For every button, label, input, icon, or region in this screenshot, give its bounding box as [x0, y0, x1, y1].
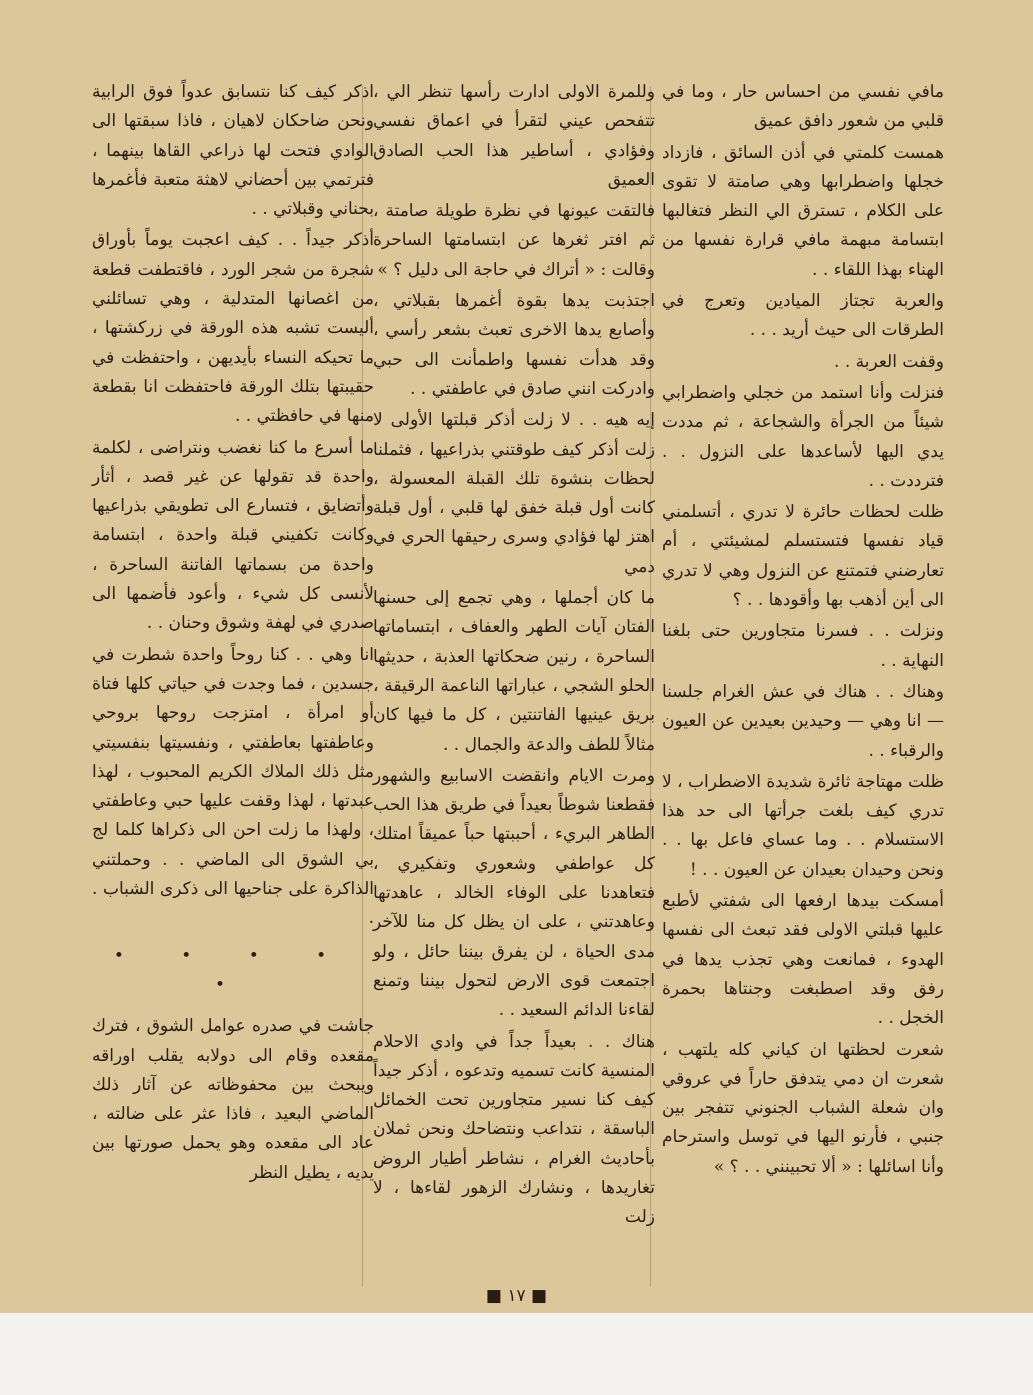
paragraph: ونزلت . . فسرنا متجاورين حتى بلغنا النهاية . . — [662, 621, 944, 671]
text-column-left — [92, 78, 374, 1190]
text-column-right — [662, 78, 944, 1184]
paragraph: فنزلت وأنا استمد من خجلي واضطرابي شيئاً من الجرأة والشجاعة ، ثم مددت يدي اليها لأساعدها على النزول . . فترددت . . — [662, 382, 944, 491]
section-break: • • • • • — [113, 945, 353, 995]
paragraph: همست كلمتي في أذن السائق ، فازداد خجلها واضطرابها وهي صامتة لا تقوى على الكلام ، تسترق الي النظر فتغالبها ابتسامة مبهمة مافي قرارة نفسها من الهناء بهذا اللقاء . . — [662, 142, 944, 280]
paragraph: فالتقت عيونها في نظرة طويلة صامتة ، ثم افتر ثغرها عن ابتسامتها الساحرة وقالت : « أتراك في حاجة الى دليل ؟ » — [373, 201, 655, 280]
paragraph: شعرت لحظتها ان كياني كله يلتهب ، شعرت ان دمي يتدفق حاراً في عروقي وان شعلة الشباب الجنوني تتفجر بين جنبي ، فأرنو اليها في توسل واسترحام وأنا اسائلها : « ألا تحبينني . . ؟ » — [662, 1039, 944, 1177]
paragraph: وقفت العربة . . — [834, 351, 944, 372]
text-column-middle — [373, 78, 655, 1235]
paragraph: ظلت لحظات حائرة لا تدري ، أتسلمني قياد نفسها فتستسلم لمشيئتي ، أم تعارضني فتمتنع عن النزول وهي لا تدري الى أين أذهب بها وأقودها . . ؟ — [662, 502, 944, 611]
paragraph: مافي نفسي من احساس حار ، وما في قلبي من شعور دافق عميق — [662, 82, 944, 132]
paragraph: والعربة تجتاز الميادين وتعرج في الطرقات الى حيث أريد . . . — [662, 291, 944, 341]
paragraph: إيه هيه . . لا زلت أذكر قبلتها الأولى لا زلت أذكر كيف طوقتني بذراعيها ، فثملنا لحظات بنشوة تلك القبلة المعسولة ، كانت أول قبلة خفق لها قلبي ، أول قبلة اهتز لها فؤادي وسرى رحيقها الحري في دمي — [373, 410, 655, 577]
paragraph: اذكر كيف كنا نتسابق عدواً فوق الرابية ونحن ضاحكان لاهيان ، فاذا سبقتها الى الوادي فتحت لها ذراعي القاها بينهما ، فترتمي بين أحضاني لاهثة متعبة فأغمرها بحناني وقبلاتي . . — [92, 82, 374, 220]
paragraph: وهناك . . هناك في عش الغرام جلسنا — انا وهي — وحيدين بعيدين عن العيون والرقباء . . — [662, 681, 944, 761]
page-number: ■ ١٧ ■ — [485, 1286, 548, 1306]
paragraph: هناك . . بعيداً جداً في وادي الاحلام المنسية كانت تسميه وتدعوه ، أذكر جيداً كيف كنا نسير متجاورين تحت الخمائل الباسقة ، نتداعب ونتضاحك ونحن ثملان بأحاديث الغرام ، نشاطر أطيار الروض تغاريدها ، ونشارك الزهور لقاءها ، لا زلت — [373, 1031, 655, 1228]
paragraph: ظلت مهتاجة ثائرة شديدة الاضطراب ، لا تدري كيف بلغت جرأتها الى حد هذا الاستسلام . . وما عساي فاعل بها . . ونحن وحيدان بعيدان عن العيون . . ! — [662, 771, 944, 880]
paragraph: ما كان أجملها ، وهي تجمع إلى حسنها الفتان آيات الطهر والعفاف ، ابتساماتها الساحرة ، رنين ضحكاتها العذبة ، حديثها الحلو الشجي ، عباراتها الناعمة الرقيقة ، بريق عينيها الفاتنتين ، كل ما فيها كان مثالاً للطف والدعة والجمال . . — [373, 588, 655, 755]
paragraph: أذكر جيداً . . كيف اعجبت يوماً بأوراق شجرة من شجر الورد ، فاقتطفت قطعة من اغصانها المتدلية ، وهي تسائلني أليست تشبه هذه الورقة في زركشتها ، ما تحيكه النساء بأيديهن ، واحتفظت في حقيبتها بتلك الورقة فاحتفظت انا بقطعة منها في حافظتي . . — [92, 230, 374, 427]
paragraph: وللمرة الاولى ادارت رأسها تنظر الي ، تتفحص عيني لتقرأ في اعماق نفسي وفؤادي ، أساطير هذا الحب الصادق العميق — [373, 82, 655, 190]
paragraph: ومرت الايام وانقضت الاسابيع والشهور فقطعنا شوطاً بعيداً في طريق هذا الحب الطاهر البريء ، أحببتها حباً عميقاً امتلك كل عواطفي وشعوري وتفكيري ، فتعاهدنا على الوفاء الخالد ، عاهدتها وعاهدتني ، على ان يظل كل منا للآخر مدى الحياة ، لن يفرق بيننا حائل ، ولو اجتمعت قوى الارض لتحول بيننا وتمنع لقاءنا الدائم السعيد . . — [373, 765, 655, 1021]
paragraph: أمسكت بيدها ارفعها الى شفتي لأطبع عليها قبلتي الاولى فقد تبعث الى نفسها الهدوء ، فمانعت وهي تجذب يدها في رفق وقد اصطبغت وجنتاها بحمرة الخجل . . — [662, 891, 944, 1029]
paragraph: ما أسرع ما كنا نغضب ونتراضى ، لكلمة واحدة قد تقولها عن غير قصد ، أثأر وأتضايق ، فتسارع الى تطويقي بذراعيها وكانت تكفيني قبلة واحدة ، ابتسامة واحدة من بسماتها الفاتنة الساحرة ، لأنسى كل شيء ، وأعود فأضمها الى صدري في لهفة وشوق وحنان . . — [92, 437, 374, 634]
paragraph: انا وهي . . كنا روحاً واحدة شطرت في جسدين ، فما وجدت في حياتي كلها فتاة أو امرأة ، امتزجت روحها بروحي وعاطفتها بعاطفتي ، ونفسيتها بنفسيتي مثل ذلك الملاك الكريم المحبوب ، لهذا عبدتها ، لهذا وقفت عليها حبي وعاطفتي ، ولهذا ما زلت احن الى ذكراها كلما لج بي الشوق الى الماضي . . وحملتني الذاكرة على جناحيها الى ذكرى الشباب . . — [92, 644, 374, 929]
paragraph: اجتذبت يدها بقوة أغمرها بقبلاتي ، وأصابع يدها الاخرى تعبث بشعر رأسي ، وقد هدأت نفسها واطمأنت الى حبي وادركت انني صادق في عاطفتي . . — [373, 291, 655, 399]
paragraph: جاشت في صدره عوامل الشوق ، فترك مقعده وقام الى دولابه يقلب اوراقه ويبحث بين محفوظاته عن آثار ذلك الماضي البعيد ، فاذا عثر على ضالته ، عاد الى مقعده وهو يحمل صورتها بين يديه ، يطيل النظر — [92, 1016, 374, 1183]
